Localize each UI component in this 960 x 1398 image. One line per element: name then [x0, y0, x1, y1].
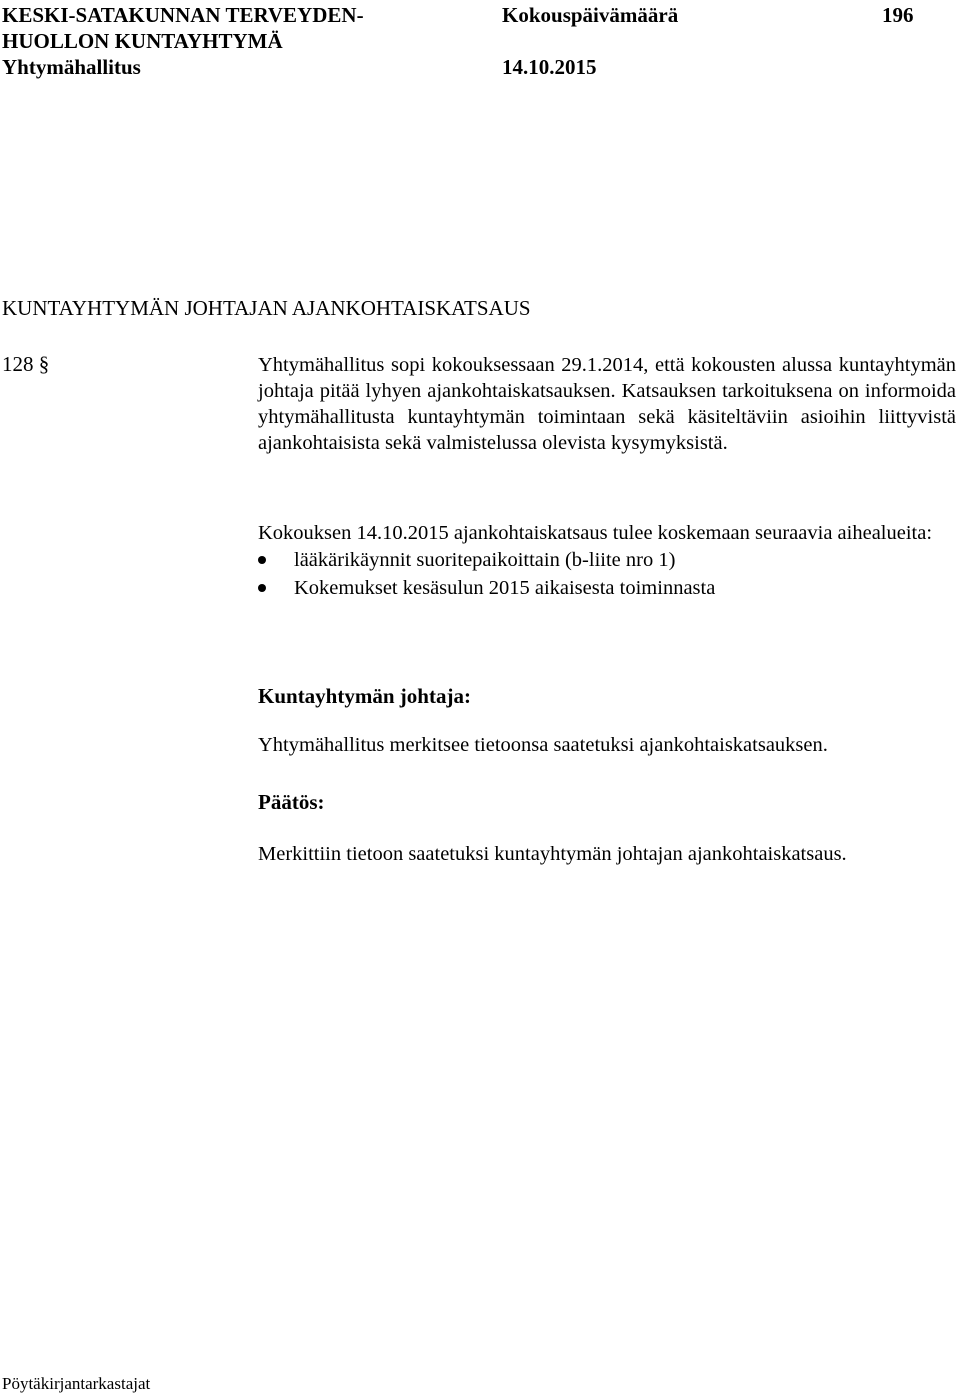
org-name-line2: HUOLLON KUNTAYHTYMÄ	[2, 29, 283, 53]
proposal-text: Yhtymähallitus merkitsee tietoonsa saatetuksi ajankohtaiskatsauksen.	[258, 734, 828, 756]
agenda-intro: Kokouksen 14.10.2015 ajankohtaiskatsaus tulee koskemaan seuraavia aihealueita:	[258, 522, 933, 544]
list-item	[258, 546, 956, 574]
org-name-line1: KESKI-SATAKUNNAN TERVEYDEN-	[2, 3, 364, 27]
topic-list	[258, 546, 956, 602]
section-body	[258, 352, 956, 456]
decision-label: Päätös:	[258, 790, 325, 814]
intro-paragraph: Yhtymähallitus sopi kokouksessaan 29.1.2014, että kokousten alussa kuntayhtymän johtaja pitää lyhyen ajankohtaiskatsauksen. Katsauksen tarkoituksena on informoida yhtymähallitusta kuntayhtymän toimintaan sekä käsiteltäviin asioihin liittyvistä ajankohtaisista sekä valmistelussa olevista kysymyksistä.	[258, 354, 956, 454]
body-name: Yhtymähallitus	[2, 55, 141, 79]
decision-text: Merkittiin tietoon saatetuksi kuntayhtymän johtajan ajankohtaiskatsaus.	[258, 843, 847, 865]
bullet-icon	[258, 556, 266, 564]
topic-text: lääkärikäynnit suoritepaikoittain (b-liite nro 1)	[294, 549, 676, 571]
bullet-icon	[258, 584, 266, 592]
topic-text: Kokemukset kesäsulun 2015 aikaisesta toiminnasta	[294, 577, 716, 599]
section-number: 128 §	[2, 352, 50, 376]
footer-label: Pöytäkirjantarkastajat	[2, 1374, 151, 1393]
date-label: Kokouspäivämäärä	[502, 3, 679, 27]
meeting-date: 14.10.2015	[502, 55, 597, 79]
proposal-label: Kuntayhtymän johtaja:	[258, 684, 471, 708]
page-number: 196	[882, 3, 914, 27]
section-title: KUNTAYHTYMÄN JOHTAJAN AJANKOHTAISKATSAUS	[2, 296, 531, 320]
list-item	[258, 574, 956, 602]
agenda-block	[258, 520, 956, 602]
